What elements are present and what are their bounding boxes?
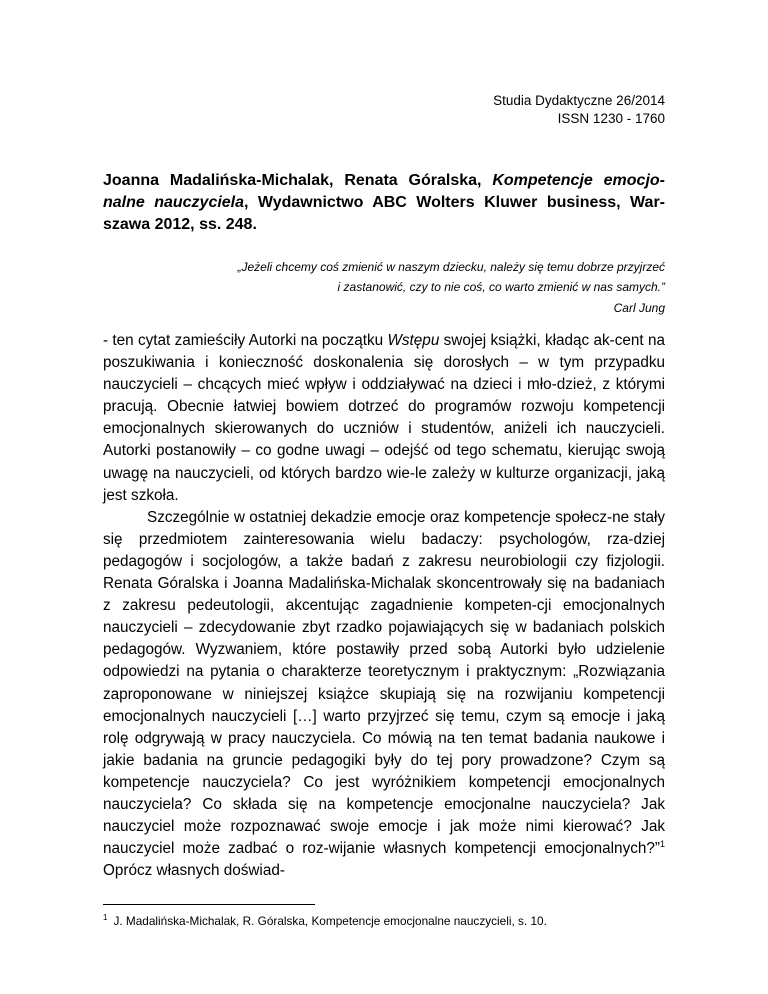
journal-name: Studia Dydaktyczne 26/2014: [493, 93, 665, 108]
footnote: [103, 910, 663, 929]
title-authors: Joanna Madalińska-Michalak, Renata Góralska,: [103, 172, 493, 189]
paragraph-2-text: Szczególnie w ostatniej dekadzie emocje oraz kompetencje społecz-ne stały się przedmiotem zainteresowania wielu badaczy: psychologów, rza-dziej pedagogów i socjologów, a także badań z zakresu neurobiologii czy fizjologii. Renata Góralska i Joanna Madalińska-Michalak skoncentrowały się na badaniach z zakresu pedeutologii, akcentując zagadnienie kompeten-cji emocjonalnych nauczycieli – zdecydowanie zbyt rzadko pojawiających się w badaniach polskich pedagogów. Wyzwaniem, które postawiły przed sobą Autorki było udzielenie odpowiedzi na pytania o charakterze teoretycznym i praktycznym: „Rozwiązania zaproponowane w niniejszej książce skupiają się na rozwijaniu kompetencji emocjonalnych nauczycieli […] warto przyjrzeć się temu, czym są emocje i jaką rolę odgrywają w pracy nauczyciela. Co mówią na ten temat badania naukowe i jakie badania na gruncie pedagogiki były do tej pory prowadzone? Czym są kompetencje nauczyciela? Co jest wyróżnikiem kompetencji emocjonalnych nauczyciela? Co składa się na kompetencje emocjonalne nauczyciela? Jak nauczyciel może rozpoznawać swoje emocje i jak może nimi kierować? Jak nauczyciel może zadbać o roz-wijanie własnych kompetencji emocjonalnych?”: [103, 508, 665, 858]
title-book-name: Kompetencje emocjo-nalne nauczyciela: [103, 172, 665, 211]
paragraph-2: [103, 507, 665, 883]
footnote-divider: [103, 904, 315, 905]
title-publisher: , Wydawnictwo ABC Wolters Kluwer business, War-szawa 2012, ss. 248.: [103, 194, 666, 233]
paragraph-1-emphasis: Wstępu: [387, 332, 440, 349]
paragraph-1: [103, 330, 665, 507]
body-text: [103, 330, 665, 882]
journal-header: [493, 92, 665, 128]
paragraph-2-end: Oprócz własnych doświad-: [103, 862, 285, 880]
footnote-number: 1: [103, 913, 108, 922]
epigraph-line-2: i zastanowić, czy to nie coś, co warto zmienić w nas samych.”: [337, 280, 665, 295]
epigraph-line-1: „Jeżeli chcemy coś zmienić w naszym dziecku, należy się temu dobrze przyjrzeć: [237, 260, 665, 274]
paragraph-1-rest: swojej książki, kładąc ak-cent na poszukiwania i konieczność doskonalenia się dorosłych – w tym przypadku nauczycieli – chcących mieć wpływ i oddziaływać na dzieci i mło-dzież, z którymi pracują. Obecnie łatwiej bowiem dotrzeć do programów rozwoju kompetencji emocjonalnych skierowanych do uczniów i studentów, aniżeli ich nauczycieli. Autorki postanowiły – co godne uwagi – odejść od tego schematu, kierując swoją uwagę na nauczycieli, od których bardzo wie-le zależy w kulturze organizacji, jaką jest szkoła.: [103, 332, 665, 504]
footnote-text: J. Madalińska-Michalak, R. Góralska, Kompetencje emocjonalne nauczycieli, s. 10.: [113, 913, 547, 928]
epigraph-author: Carl Jung: [613, 300, 665, 315]
epigraph: [145, 257, 665, 318]
issn-number: ISSN 1230 - 1760: [557, 111, 665, 126]
paragraph-1-start: - ten cytat zamieściły Autorki na początku: [103, 332, 388, 349]
footnote-reference[interactable]: 1: [659, 839, 665, 850]
review-title: [103, 170, 665, 236]
